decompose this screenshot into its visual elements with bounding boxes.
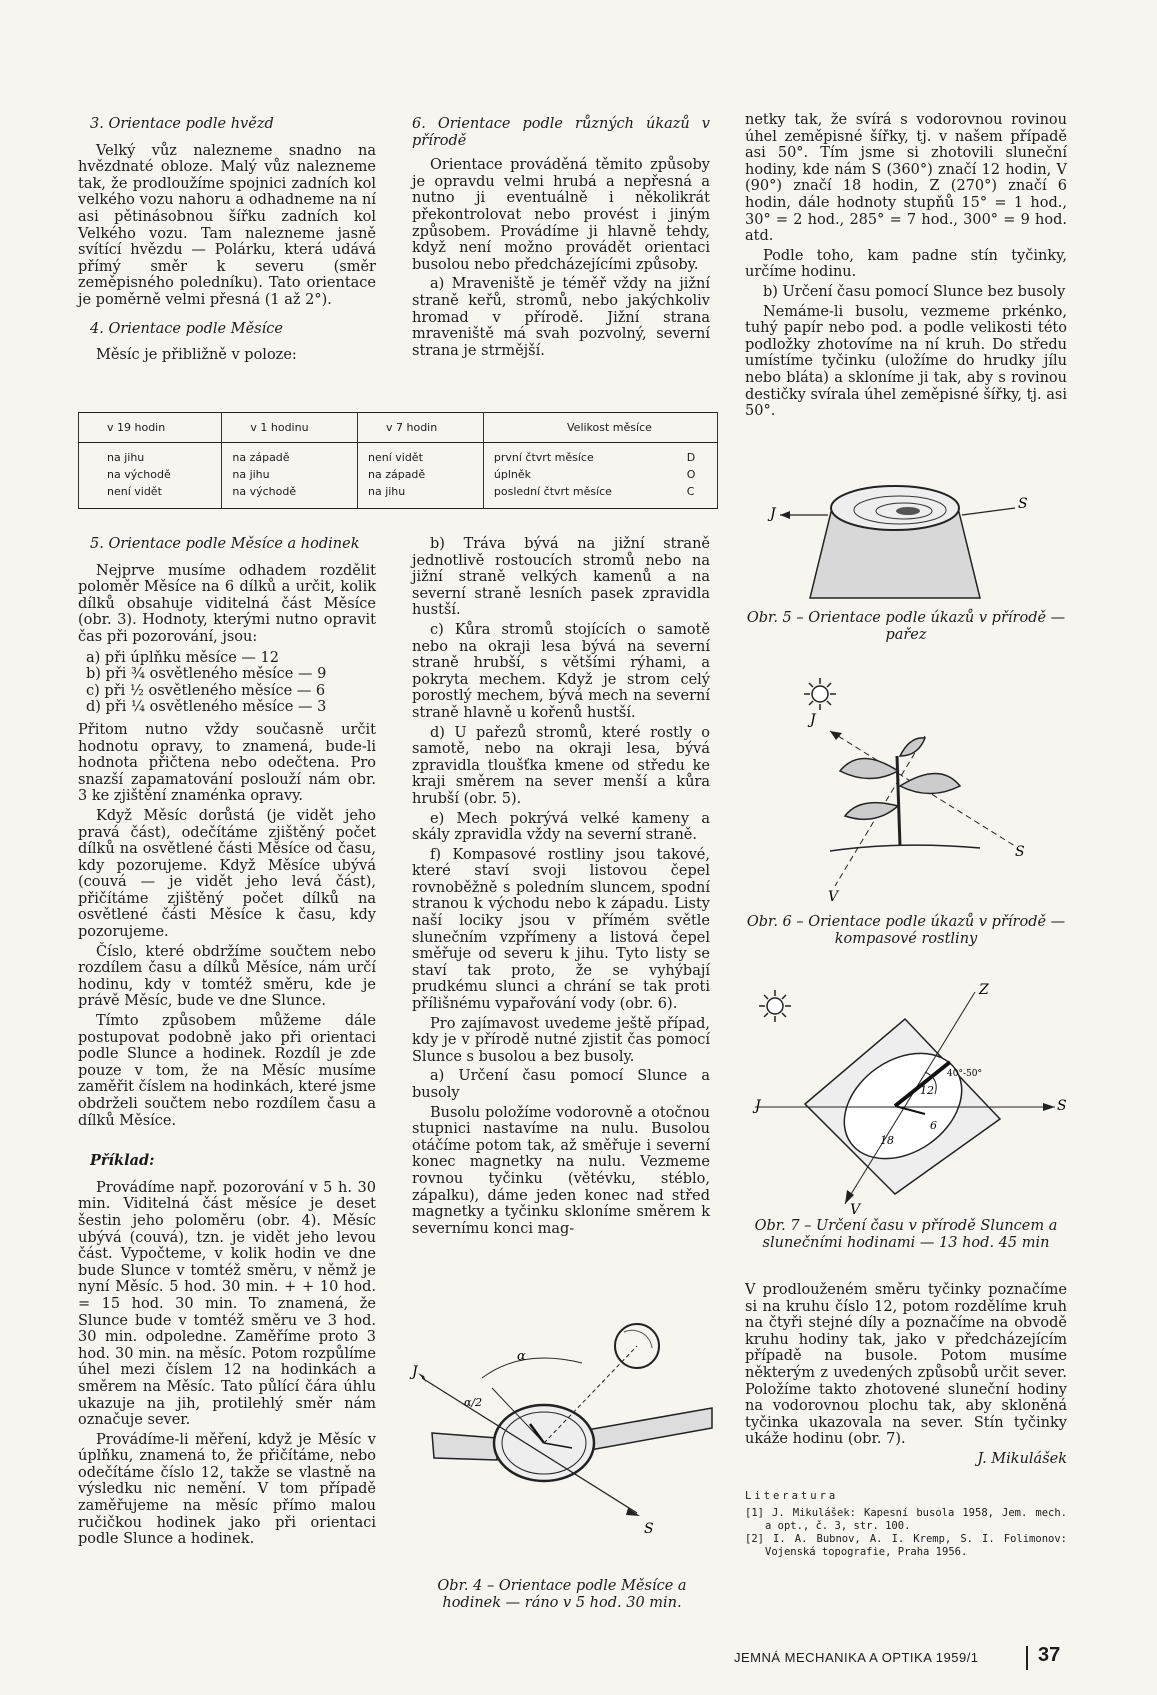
list-item: d) při ¼ osvětleného měsíce — 3 xyxy=(86,699,327,716)
table-header: Velikost měsíce xyxy=(483,413,717,443)
footer-divider xyxy=(1026,1646,1028,1670)
label-half-alpha: α/2 xyxy=(464,1396,483,1409)
table-cell: úplněk xyxy=(483,466,676,483)
section-6-p1: Orientace prováděná těmito způsoby je opravdu velmi hrubá a nepřesná a nutno ji eventuálně i několikrát překontrolovat nebo provést i jiným způsobem. Provádíme ji hlavně tehdy, když není možno provádět orientaci busolou nebo předcházejícími způsoby. xyxy=(412,157,710,273)
section-6-e: e) Mech pokrývá velké kameny a skály zpravidla vždy na severní straně. xyxy=(412,810,710,844)
figure-5-caption: Obr. 5 – Orientace podle úkazů v přírodě — pařez xyxy=(746,610,1066,643)
table-cell: na západě xyxy=(357,466,483,483)
label-J: J xyxy=(770,506,776,522)
label-S: S xyxy=(1057,1098,1067,1114)
section-5-p1: Nejprve musíme odhadem rozdělit poloměr Měsíce na 6 dílků a určit, kolik dílků obsahuje viditelná část Měsíce (obr. 3). Hodnoty, kterými nutno opravit čas při pozorování, jsou: xyxy=(78,562,376,645)
table-cell: není vidět xyxy=(79,483,222,509)
correction-list xyxy=(86,650,376,716)
literature-title: Literatura xyxy=(745,1489,839,1502)
column-2-lower xyxy=(412,536,710,1240)
section-5-p4: Číslo, které obdržíme součtem nebo rozdílem času a dílků Měsíce, nám určí hodinu, kdy v tomtéž směru, kde je právě Měsíc, bude ve dne Slunce. xyxy=(78,943,376,1010)
section-5-p2: Přitom nutno vždy současně určit hodnotu opravy, to znamená, bude-li hodnota přičtena nebo odečtena. Pro snazší zapamatování poslouží nám obr. 3 ke zjištění znaménka opravy. xyxy=(78,721,376,805)
section-5-p3: Když Měsíc dorůstá (je vidět jeho pravá část), odečítáme zjištěný počet dílků na osvětlené části Měsíce od času, kdy pozorujeme. Když Měsíce ubývá (couvá — je vidět jeho levá část), přičítáme zjištěný počet dílků na osvětlené části Měsíce k času, kdy pozorujeme. xyxy=(78,807,376,941)
table-cell: O xyxy=(677,466,718,483)
label-S: S xyxy=(1018,496,1028,512)
section-6-i: Busolu položíme vodorovně a otočnou stupnici nastavíme na nulu. Busolou otáčíme potom tak, až směřuje i severní konec magnetky na nulu. Vezmeme rovnou tyčinku (větévku, stéblo, zápalku), dáme jeden konec nad střed magnetky a tyčinku skloníme směrem k severnímu konci mag- xyxy=(412,1104,710,1237)
section-6-h: a) Určení času pomocí Slunce a busoly xyxy=(412,1068,710,1101)
column-2 xyxy=(412,116,710,362)
sun-icon xyxy=(804,678,836,710)
journal-name: JEMNÁ MECHANIKA A OPTIKA 1959/1 xyxy=(734,1650,979,1665)
table-cell: na jihu xyxy=(357,483,483,509)
label-S: S xyxy=(1015,844,1025,860)
figure-4-caption: Obr. 4 – Orientace podle Měsíce a hodinek — ráno v 5 hod. 30 min. xyxy=(437,1578,687,1611)
table-cell: není vidět xyxy=(357,443,483,467)
section-6-f: f) Kompasové rostliny jsou takové, které staví svoji listovou čepel rovnoběžně s poledním sluncem, spodní stranou k východu nebo k západu. Listy naší locikу jsou v přímém světle slunečním vzpřímeny a listová čepel směřuje od severu k jihu. Tyto listy se staví tak proto, že se vyhýbají prudkému slunci a chrání se tak proti přílišnému vypařování vody (obr. 6). xyxy=(412,846,710,1013)
table-cell: na západě xyxy=(222,443,358,467)
moon-position-table xyxy=(78,412,718,509)
table-cell: na jihu xyxy=(222,466,358,483)
section-4-title: 4. Orientace podle Měsíce xyxy=(90,320,283,337)
section-3-text: Velký vůz nalezneme snadno na hvězdnaté obloze. Malý vůz nalezneme tak, že prodloužíme spojnici zadních kol velkého vozu nahoru a odhadneme na ní asi pětinásobnou šířku zadních kol Velkého vozu. Tam nalezneme jasně svítící hvězdu — Polárku, která udává přímý směr k severu (směr zeměpisného poledníku). Tato orientace je poměrně velmi přesná (1 až 2°). xyxy=(78,142,376,308)
section-6-g: Pro zajímavost uvedeme ještě případ, kdy je v přírodě nutné zjistit čas pomocí Slunce s busolou a bez busoly. xyxy=(412,1015,710,1065)
label-J: J xyxy=(755,1098,761,1114)
label-12: 12 xyxy=(920,1084,934,1097)
literature-item: [2] I. A. Bubnov, A. I. Kremp, S. I. Folimonov: Vojenská topografie, Praha 1956. xyxy=(745,1532,1067,1558)
figure-6-plant xyxy=(800,676,1050,906)
figure-6-caption: Obr. 6 – Orientace podle úkazů v přírodě — kompasové rostliny xyxy=(746,914,1066,947)
col3-p5: V prodlouženém směru tyčinky poznačíme si na kruhu číslo 12, potom rozdělíme kruh na čtyři stejné díly a poznačíme na obvodě kruhu hodiny tak, jako v předcházejícím případě na busole. Potom musíme některým z uvedených způsobů určit sever. Položíme takto zhotovené sluneční hodiny na vodorovnou plochu tak, aby skloněná tyčinka ukazovala na sever. Stín tyčinky ukáže hodinu (obr. 7). xyxy=(745,1282,1067,1448)
author: J. Mikulášek xyxy=(977,1450,1067,1467)
table-cell: první čtvrt měsíce xyxy=(483,443,676,467)
label-angle: 40°-50° xyxy=(947,1069,982,1079)
column-1-lower xyxy=(78,536,376,1551)
figure-4-watch xyxy=(412,1318,712,1568)
table-cell: na východě xyxy=(222,483,358,509)
table-row xyxy=(79,466,718,483)
example-p2: Provádíme-li měření, když je Měsíc v úplňku, znamená to, že přičítáme, nebo odečítáme číslo 12, takže se vlastně na výsledku nic nemění. V tom případě zaměřujeme na měsíc přímo malou ručičkou hodinek jako při orientaci podle Slunce a hodinek. xyxy=(78,1431,376,1548)
label-V: V xyxy=(828,889,839,905)
column-3 xyxy=(745,112,1067,423)
section-5-p5: Tímto způsobem můžeme dále postupovat podobně jako při orientaci podle Slunce a hodinek. Rozdíl je zde pouze v tom, že na Měsíc musíme zaměřit číslem na hodinkách, které jsme obdrželi součtem nebo rozdílem času a dílků Měsíce. xyxy=(78,1013,377,1129)
page-number: 37 xyxy=(1038,1644,1061,1666)
example-title: Příklad: xyxy=(90,1152,155,1170)
col3-p4: Nemáme-li busolu, vezmeme prkénko, tuhý papír nebo pod. a podle velikosti této podložky zhotovíme na ní kruh. Do středu umístíme tyčinku (uložíme do hrudky jílu nebo bláta) a skloníme ji tak, aby s rovinou destičky svírala úhel zeměpisné šířky, tj. asi 50°. xyxy=(745,303,1067,420)
literature-item: [1] J. Mikulášek: Kapesní busola 1958, Jem. mech. a opt., č. 3, str. 100. xyxy=(745,1506,1067,1532)
table-cell: na jihu xyxy=(79,443,222,467)
figure-7-caption: Obr. 7 – Určení času v přírodě Sluncem a slunečními hodinami — 13 hod. 45 min xyxy=(754,1218,1058,1251)
table-header: v 1 hodinu xyxy=(222,413,358,443)
list-item: b) při ¾ osvětleného měsíce — 9 xyxy=(86,666,327,683)
column-3-lower xyxy=(745,1282,1067,1559)
label-18: 18 xyxy=(880,1134,894,1147)
section-6-a: a) Mraveniště je téměř vždy na jižní straně keřů, stromů, nebo jakýchkoliv hromad v přírodě. Jižní strana mraveniště má svah pozvolný, severní strana je strmější. xyxy=(412,276,710,359)
label-alpha: α xyxy=(517,1349,526,1364)
table-cell: C xyxy=(677,483,718,509)
column-1 xyxy=(78,116,376,367)
col3-p3: b) Určení času pomocí Slunce bez busoly xyxy=(763,283,1066,300)
figure-7-sundial xyxy=(755,982,1067,1218)
label-V: V xyxy=(850,1202,861,1218)
table-row xyxy=(79,483,718,509)
section-3-title: 3. Orientace podle hvězd xyxy=(90,116,274,132)
table-row xyxy=(79,443,718,467)
table-cell: D xyxy=(677,443,718,467)
col3-p2: Podle toho, kam padne stín tyčinky, určíme hodinu. xyxy=(745,247,1067,281)
list-item: c) při ½ osvětleného měsíce — 6 xyxy=(86,682,326,699)
sun-icon xyxy=(759,990,791,1022)
figure-5-stump xyxy=(770,480,1040,610)
section-6-title: 6. Orientace podle různých úkazů v přírodě xyxy=(412,116,710,149)
label-Z: Z xyxy=(979,982,989,998)
table-cell: na východě xyxy=(79,466,222,483)
label-S: S xyxy=(644,1521,654,1537)
section-5-title: 5. Orientace podle Měsíce a hodinek xyxy=(90,536,360,552)
section-4-text: Měsíc je přibližně v poloze: xyxy=(96,347,297,364)
table-header: v 19 hodin xyxy=(79,413,222,443)
col3-p1: netky tak, že svírá s vodorovnou rovinou úhel zeměpisné šířky, tj. v našem případě asi 50°. Tím jsme si zhotovili sluneční hodiny, kde nám S (360°) značí 12 hodin, V (90°) značí 18 hodin, Z (270°) značí 6 hodin, dále hodnoty stupňů 15° = 1 hod., 30° = 2 hod., 285° = 7 hod., 300° = 9 hod. atd. xyxy=(745,112,1067,245)
footer xyxy=(720,1646,1070,1670)
example-p1: Provádíme např. pozorování v 5 h. 30 min. Viditelná část měsíce je deset šestin jeho poloměru (obr. 4). Měsíc ubývá (couvá), tzn. je vidět jeho levou část. Vypočteme, v kolik hodin ve dne bude Slunce v tomtéž směru, v němž je nyní Měsíc. 5 hod. 30 min. + + 10 hod. = 15 hod. 30 min. To znamená, že Slunce bude v tomtéž směru ve 3 hod. 30 min. odpoledne. Zaměříme proto 3 hod. 30 min. na měsíc. Potom rozpůlíme úhel mezi číslem 12 na hodinkách a směrem na Měsíc. Tato půlící čára úhlu ukazuje na jih, protilehlý směr nám označuje sever. xyxy=(78,1179,376,1429)
label-6: 6 xyxy=(930,1119,937,1132)
section-6-c: c) Kůra stromů stojících o samotě nebo na okraji lesa bývá na severní straně hrubší, s většími rýhami, a pokryta mechem. Když je strom celý porostlý mechem, bývá mech na severní straně hlavně u kořenů hustší. xyxy=(412,621,710,721)
label-J: J xyxy=(412,1364,418,1380)
section-6-d: d) U pařezů stromů, které rostly o samotě, nebo na okraji lesa, bývá zpravidla tloušťka kmene od středu ke kraji směrem na sever menší a kůra hrubší (obr. 5). xyxy=(412,724,710,807)
table-header: v 7 hodin xyxy=(357,413,483,443)
table-cell: poslední čtvrt měsíce xyxy=(483,483,676,509)
section-6-b: b) Tráva bývá na jižní straně jednotlivě rostoucích stromů nebo na jižní straně velkých kamenů a na severní straně lesních pasek zpravidla hustší. xyxy=(412,536,710,619)
list-item: a) při úplňku měsíce — 12 xyxy=(86,649,279,666)
label-J: J xyxy=(810,712,816,728)
